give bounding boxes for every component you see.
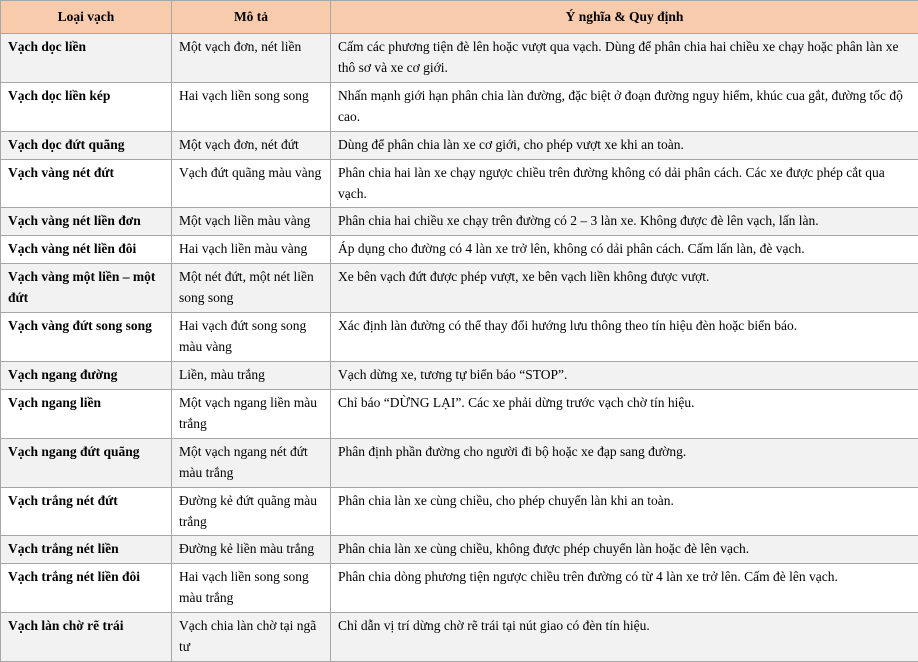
- cell-meaning: Phân chia hai làn xe chạy ngược chiều trên đường không có dải phân cách. Các xe được phép cắt qua vạch.: [331, 159, 918, 208]
- cell-type: Vạch ngang đứt quãng: [1, 438, 172, 487]
- cell-description: Một vạch liền màu vàng: [172, 208, 331, 236]
- table-row: [1, 613, 918, 662]
- table-body: [1, 34, 918, 662]
- cell-description: Đường kẻ liền màu trắng: [172, 536, 331, 564]
- cell-type: Vạch vàng nét đứt: [1, 159, 172, 208]
- table-row: [1, 438, 918, 487]
- cell-description: Đường kẻ đứt quãng màu trắng: [172, 487, 331, 536]
- cell-type: Vạch trắng nét đứt: [1, 487, 172, 536]
- cell-description: Một nét đứt, một nét liền song song: [172, 264, 331, 313]
- cell-type: Vạch làn chờ rẽ trái: [1, 613, 172, 662]
- cell-description: Hai vạch liền song song: [172, 82, 331, 131]
- cell-meaning: Áp dụng cho đường có 4 làn xe trở lên, không có dải phân cách. Cấm lấn làn, đè vạch.: [331, 236, 918, 264]
- table-row: [1, 208, 918, 236]
- cell-type: Vạch ngang liền: [1, 389, 172, 438]
- cell-meaning: Nhấn mạnh giới hạn phân chia làn đường, đặc biệt ở đoạn đường nguy hiểm, khúc cua gắt, đường tốc độ cao.: [331, 82, 918, 131]
- table-row: [1, 536, 918, 564]
- cell-meaning: Phân chia làn xe cùng chiều, cho phép chuyển làn khi an toàn.: [331, 487, 918, 536]
- header-row: [1, 1, 918, 34]
- table-row: [1, 264, 918, 313]
- table-row: [1, 131, 918, 159]
- cell-description: Một vạch đơn, nét liền: [172, 34, 331, 83]
- cell-type: Vạch dọc liền: [1, 34, 172, 83]
- table-row: [1, 313, 918, 362]
- column-header-y-nghia: Ý nghĩa & Quy định: [331, 1, 918, 34]
- cell-meaning: Dùng để phân chia làn xe cơ giới, cho phép vượt xe khi an toàn.: [331, 131, 918, 159]
- table-row: [1, 361, 918, 389]
- cell-description: Hai vạch đứt song song màu vàng: [172, 313, 331, 362]
- cell-meaning: Phân chia dòng phương tiện ngược chiều trên đường có từ 4 làn xe trở lên. Cấm đè lên vạch.: [331, 564, 918, 613]
- cell-type: Vạch dọc đứt quãng: [1, 131, 172, 159]
- table-row: [1, 389, 918, 438]
- table-row: [1, 564, 918, 613]
- table-row: [1, 159, 918, 208]
- table-header: [1, 1, 918, 34]
- cell-type: Vạch trắng nét liền đôi: [1, 564, 172, 613]
- cell-description: Hai vạch liền màu vàng: [172, 236, 331, 264]
- cell-meaning: Xe bên vạch đứt được phép vượt, xe bên vạch liền không được vượt.: [331, 264, 918, 313]
- cell-description: Một vạch ngang nét đứt màu trắng: [172, 438, 331, 487]
- cell-type: Vạch vàng nét liền đơn: [1, 208, 172, 236]
- table-row: [1, 487, 918, 536]
- column-header-loai-vach: Loại vạch: [1, 1, 172, 34]
- cell-meaning: Vạch dừng xe, tương tự biển báo “STOP”.: [331, 361, 918, 389]
- table-row: [1, 34, 918, 83]
- cell-meaning: Phân chia làn xe cùng chiều, không được phép chuyển làn hoặc đè lên vạch.: [331, 536, 918, 564]
- cell-meaning: Phân định phần đường cho người đi bộ hoặc xe đạp sang đường.: [331, 438, 918, 487]
- table-row: [1, 236, 918, 264]
- cell-type: Vạch vàng một liền – một đứt: [1, 264, 172, 313]
- cell-description: Vạch đứt quãng màu vàng: [172, 159, 331, 208]
- cell-meaning: Phân chia hai chiều xe chạy trên đường có 2 – 3 làn xe. Không được đè lên vạch, lấn làn.: [331, 208, 918, 236]
- cell-type: Vạch ngang đường: [1, 361, 172, 389]
- cell-type: Vạch vàng đứt song song: [1, 313, 172, 362]
- cell-description: Một vạch ngang liền màu trắng: [172, 389, 331, 438]
- cell-meaning: Xác định làn đường có thể thay đổi hướng lưu thông theo tín hiệu đèn hoặc biển báo.: [331, 313, 918, 362]
- cell-type: Vạch trắng nét liền: [1, 536, 172, 564]
- cell-type: Vạch vàng nét liền đôi: [1, 236, 172, 264]
- cell-description: Vạch chia làn chờ tại ngã tư: [172, 613, 331, 662]
- cell-description: Hai vạch liền song song màu trắng: [172, 564, 331, 613]
- cell-description: Một vạch đơn, nét đứt: [172, 131, 331, 159]
- cell-meaning: Cấm các phương tiện đè lên hoặc vượt qua vạch. Dùng để phân chia hai chiều xe chạy hoặc phân làn xe thô sơ và xe cơ giới.: [331, 34, 918, 83]
- table-row: [1, 82, 918, 131]
- cell-type: Vạch dọc liền kép: [1, 82, 172, 131]
- cell-description: Liền, màu trắng: [172, 361, 331, 389]
- cell-meaning: Chỉ dẫn vị trí dừng chờ rẽ trái tại nút giao có đèn tín hiệu.: [331, 613, 918, 662]
- column-header-mo-ta: Mô tả: [172, 1, 331, 34]
- cell-meaning: Chỉ báo “DỪNG LẠI”. Các xe phải dừng trước vạch chờ tín hiệu.: [331, 389, 918, 438]
